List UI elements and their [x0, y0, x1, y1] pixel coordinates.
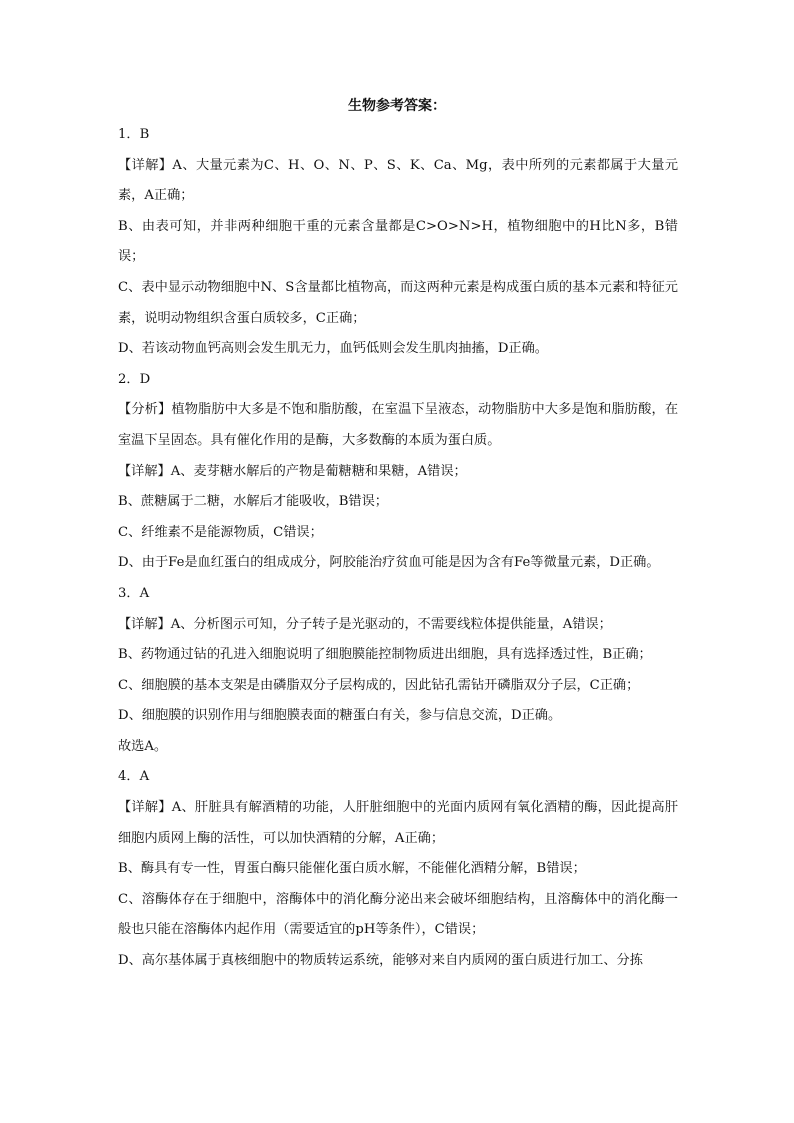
paragraph-text: B、由表可知，并非两种细胞干重的元素含量都是C>O>N>H，植物细胞中的H比N多，B错误；: [118, 218, 678, 265]
paragraph-tag: 【详解】: [118, 800, 172, 816]
question-4: [118, 762, 678, 976]
paragraph-text: C、纤维素不是能源物质，C错误；: [118, 524, 323, 540]
paragraph-text: B、酶具有专一性，胃蛋白酶只能催化蛋白质水解，不能催化酒精分解，B错误；: [118, 861, 586, 877]
paragraph-text: D、细胞膜的识别作用与细胞膜表面的糖蛋白有关，参与信息交流，D正确。: [118, 708, 562, 724]
answer-paragraph: [118, 273, 678, 334]
paragraph-text: A、麦芽糖水解后的产物是葡糖糖和果糖，A错误；: [170, 463, 467, 479]
answer-paragraph: [118, 793, 678, 854]
answer-paragraph: [118, 334, 678, 365]
paragraph-text: D、高尔基体属于真核细胞中的物质转运系统，能够对来自内质网的蛋白质进行加工、分拣: [118, 953, 643, 969]
paragraph-text: C、表中显示动物细胞中N、S含量都比植物高，而这两种元素是构成蛋白质的基本元素和特征元素，说明动物组织含蛋白质较多，C正确；: [118, 279, 678, 326]
paragraph-text: A、分析图示可知，分子转子是光驱动的，不需要线粒体提供能量，A错误；: [170, 616, 612, 632]
paragraph-text: D、若该动物血钙高则会发生肌无力，血钙低则会发生肌肉抽搐，D正确。: [118, 341, 548, 357]
question-1: [118, 120, 678, 365]
answer-paragraph: [118, 946, 678, 977]
answer-body: [118, 120, 678, 977]
answer-paragraph: [118, 212, 678, 273]
paragraph-text: B、药物通过钻的孔进入细胞说明了细胞膜能控制物质进出细胞，具有选择透过性，B正确；: [118, 647, 652, 663]
paragraph-text: A、肝脏具有解酒精的功能，人肝脏细胞中的光面内质网有氧化酒精的酶，因此提高肝细胞内质网上酶的活性，可以加快酒精的分解，A正确；: [118, 800, 679, 846]
answer-paragraph: [118, 548, 678, 579]
paragraph-text: C、细胞膜的基本支架是由磷脂双分子层构成的，因此钻孔需钻开磷脂双分子层，C正确；: [118, 677, 640, 693]
answer-paragraph: [118, 487, 678, 518]
page-title: 生物参考答案：: [348, 98, 446, 114]
paragraph-tag: 【分析】: [118, 402, 172, 418]
paragraph-tag: 【详解】: [118, 616, 171, 632]
answer-paragraph: [118, 151, 678, 212]
question-3: [118, 579, 678, 763]
answer-paragraph: [118, 640, 678, 671]
question-number: 2．D: [118, 371, 151, 387]
answer-paragraph: [118, 610, 678, 641]
paragraph-tag: 【详解】: [118, 463, 171, 479]
paragraph-text: C、溶酶体存在于细胞中，溶酶体中的消化酶分泌出来会破坏细胞结构，且溶酶体中的消化酶一般也只能在溶酶体内起作用（需要适宜的pH等条件），C错误；: [118, 891, 678, 938]
paragraph-text: 植物脂肪中大多是不饱和脂肪酸，在室温下呈液态，动物脂肪中大多是饱和脂肪酸，在室温下呈固态。具有催化作用的是酶，大多数酶的本质为蛋白质。: [118, 402, 679, 448]
paragraph-text: B、蔗糖属于二糖，水解后才能吸收，B错误；: [118, 494, 388, 510]
paragraph-text: D、由于Fe是血红蛋白的组成成分，阿胶能治疗贫血可能是因为含有Fe等微量元素，D正确。: [118, 555, 660, 571]
question-number: 3．A: [118, 585, 150, 601]
answer-paragraph: [118, 701, 678, 732]
answer-paragraph: [118, 671, 678, 702]
answer-paragraph: [118, 885, 678, 946]
answer-paragraph: [118, 854, 678, 885]
answer-paragraph: [118, 457, 678, 488]
paragraph-text: A、大量元素为C、H、O、N、P、S、K、Ca、Mg，表中所列的元素都属于大量元素，A正确；: [118, 157, 679, 204]
answer-paragraph: [118, 518, 678, 549]
question-2: [118, 365, 678, 579]
answer-paragraph: [118, 395, 678, 456]
question-number: 1．B: [118, 127, 150, 142]
answer-paragraph: [118, 732, 678, 763]
question-number: 4．A: [118, 769, 150, 785]
paragraph-tag: 【详解】: [118, 157, 173, 173]
paragraph-text: 故选A。: [118, 738, 168, 754]
